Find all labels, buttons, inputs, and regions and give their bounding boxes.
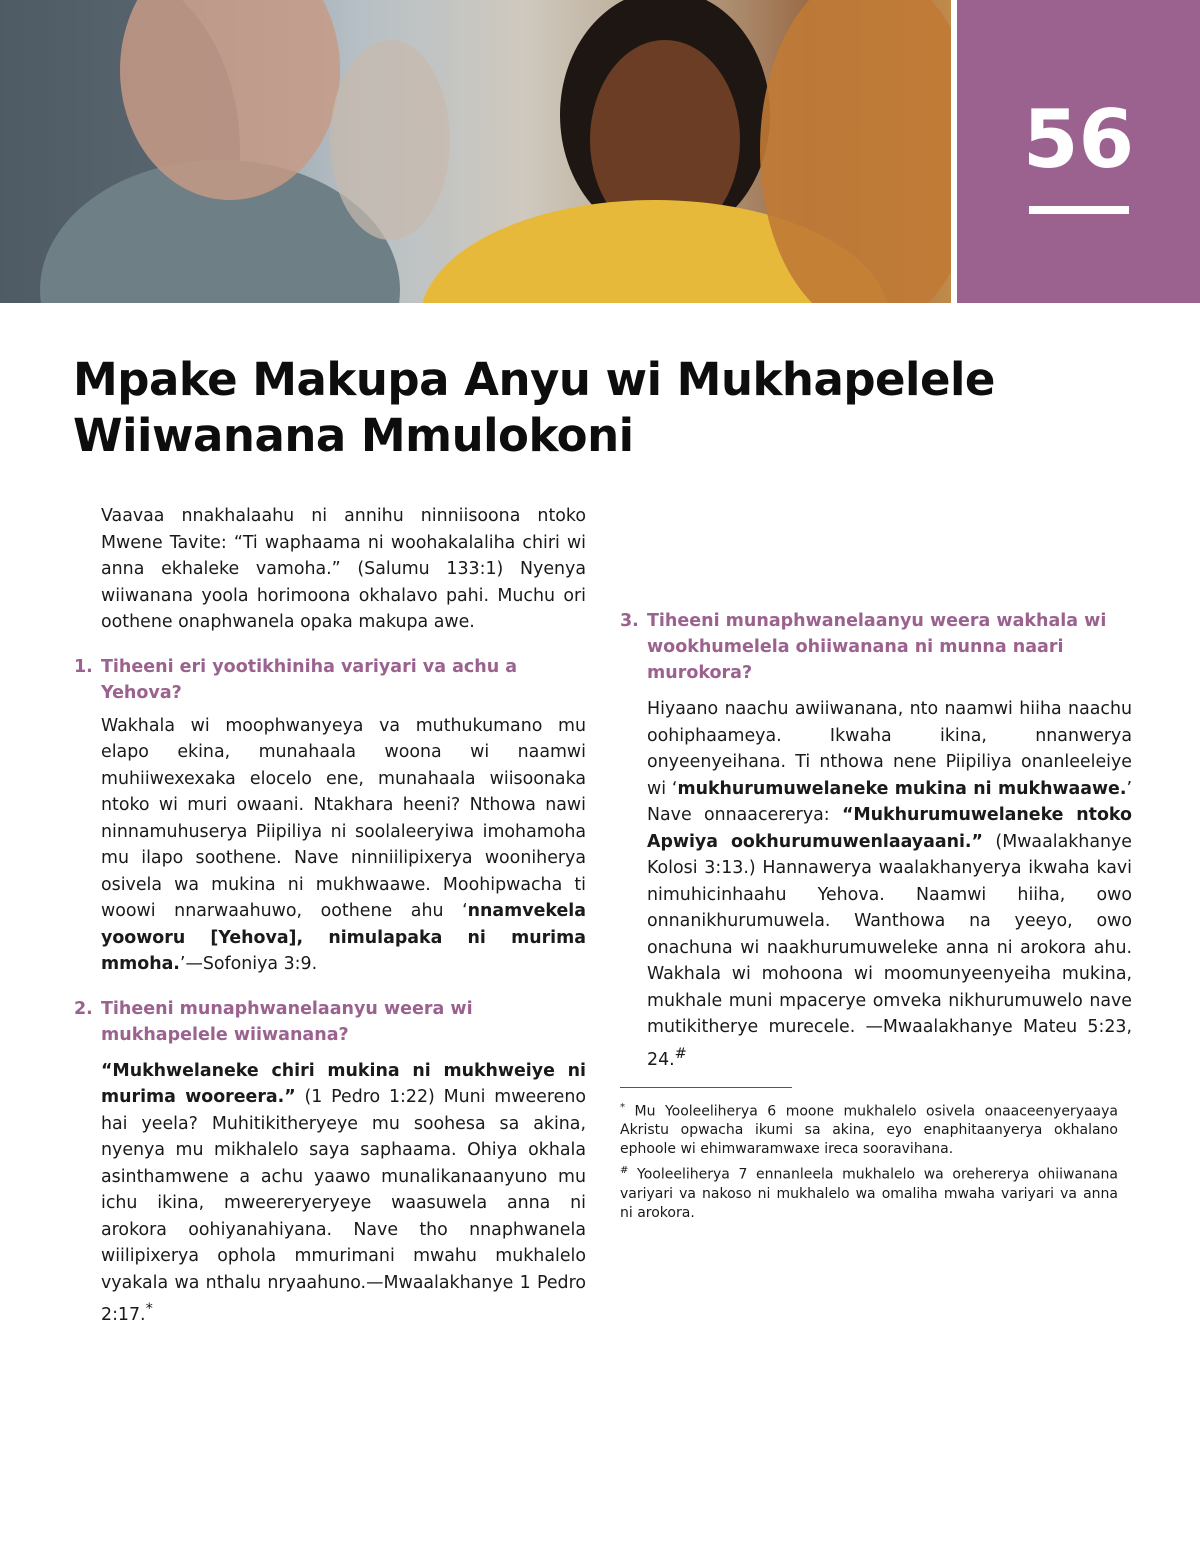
lesson-number-underline <box>1029 206 1129 214</box>
answer-1-paragraph <box>74 713 586 978</box>
footnote-2-mark: # <box>620 1165 629 1177</box>
answer-2-paragraph <box>74 1058 586 1329</box>
answer-3-text: Hiyaano naachu awiiwanana, nto naamwi hiiha naachu oohiphaameya. Ikwaha ikina, nnanwerya onyeenyeihana. Ti nthowa nene Piipiliya onanleeleiye wi ‘ <box>647 699 1132 799</box>
question-1 <box>74 654 586 706</box>
answer-2-continuation-space <box>620 503 1132 581</box>
question-2-text: Tiheeni munaphwanelaanyu weera wi mukhapelele wiiwanana? <box>101 998 473 1045</box>
header-photo <box>0 0 951 303</box>
question-3-text: Tiheeni munaphwanelaanyu weera wakhala wi wookhumelela ohiiwanana ni munna naari murokora? <box>647 611 1107 683</box>
footnote-2 <box>620 1161 1132 1223</box>
question-3-number: 3. <box>620 611 639 631</box>
question-1-number: 1. <box>74 656 93 677</box>
question-2 <box>74 996 586 1048</box>
footnote-divider <box>620 1087 792 1088</box>
footnote-1-text: Mu Yooleeliherya 6 moone mukhalelo osivela onaaceenyeryaaya Akristu opwacha ikumi sa akina, eyo enaphitaanyerya okhalano ephoole wi ehimwaramwaxe ireca sooravihana. <box>620 1103 1118 1158</box>
answer-1-text: Wakhala wi moophwanyeya va muthukumano mu elapo ekina, munahaala woona wi naamwi muhiiwexexaka elocelo ene, munahaala wiisoonaka ntoko wi muri owaani. Ntakhara heeni? Nthowa nawi ninnamuhuserya Piipiliya ni soolaleeryiwa imohamoha mu ilapo soothene. Nave ninniilipixerya wooniherya osivela wa mukina ni mukhwaawe. Moohipwacha ti woowi nnarwaahuwo, oothene ahu ‘ <box>101 715 586 921</box>
answer-2-quote: “Mukhwelaneke chiri mukina ni mukhweiye ni murima wooreera.” <box>101 1060 586 1107</box>
answer-3-paragraph <box>620 696 1132 1073</box>
footnote-1-mark: * <box>620 1101 625 1113</box>
answer-3-quote-1: mukhurumuwelaneke mukina ni mukhwaawe. <box>677 778 1127 799</box>
answer-3-text-mid: ’ Nave onnaacererya: <box>647 778 1132 825</box>
footnote-1 <box>620 1098 1132 1160</box>
right-column <box>620 503 1132 1223</box>
answer-3-citation: (Mwaalakhanye Kolosi 3:13.) Hannawerya waalakhanyerya ikwaha kavi nimuhicinhaahu Yehova. Naamwi hiiha, owo onnanikhurumuwela. Wanthowa na yeeyo, owo onachuna wi naakhurumuweleke anna ni arokora ahu. Wakhala wi mohoona wi moomunyeenyeiha mukina, mukhale muni mpacerye omveka nikhurumuwelo nave mutikitherye murecele. —Mwaalakhanye Mateu 5:23, 24. <box>647 831 1132 1070</box>
lesson-number: 56 <box>1022 93 1135 186</box>
footnote-2-text: Yooleeliherya 7 ennanleela mukhalelo wa orehererya ohiiwanana variyari va nakoso ni mukhalelo wa omaliha mwaha variyari va anna ni arokora. <box>620 1167 1118 1222</box>
question-3 <box>620 608 1132 686</box>
title-line-1: Mpake Makupa Anyu wi Mukhapelele <box>73 353 995 406</box>
footnote-ref-2: # <box>674 1045 687 1062</box>
page-title <box>73 352 1133 464</box>
answer-3-quote-2: “Mukhurumuwelaneke ntoko Apwiya ookhurumuwenlaayaani.” <box>647 805 1132 852</box>
answer-1-quote: nnamvekela yooworu [Yehova], nimulapaka ni murima mmoha. <box>101 901 586 974</box>
lesson-number-badge <box>957 0 1200 303</box>
answer-2-text: (1 Pedro 1:22) Muni mweereno hai yeela? Muhitikitheryeye mu soohesa sa akina, nyenya mu mikhalelo saya saphaama. Ohiya okhala asinthamwene a achu yaawo munalikanaanyuno mu ichu ikina, mweereryeryeye waasuwela anna ni arokora oohiyanahiyana. Nave tho nnaphwanela wiilipixerya ophola mmurimani mwahu mukhalelo vyakala wa nthalu nryaahuno.—Mwaalakhanye 1 Pedro 2:17. <box>101 1087 586 1325</box>
question-2-number: 2. <box>74 998 93 1019</box>
footnote-ref-1: * <box>145 1301 153 1317</box>
question-1-text: Tiheeni eri yootikhiniha variyari va achu a Yehova? <box>101 656 518 703</box>
title-line-2: Wiiwanana Mmulokoni <box>73 409 634 462</box>
answer-1-citation: ’—Sofoniya 3:9. <box>179 954 318 974</box>
intro-paragraph: Vaavaa nnakhalaahu ni annihu ninniisoona ntoko Mwene Tavite: “Ti waphaama ni woohakalaliha chiri wi anna ekhaleke vamoha.” (Salumu 133:1) Nyenya wiiwanana yoola horimoona okhalavo pahi. Muchu ori oothene onaphwanela opaka makupa awe. <box>101 506 586 632</box>
left-column <box>74 503 586 1328</box>
